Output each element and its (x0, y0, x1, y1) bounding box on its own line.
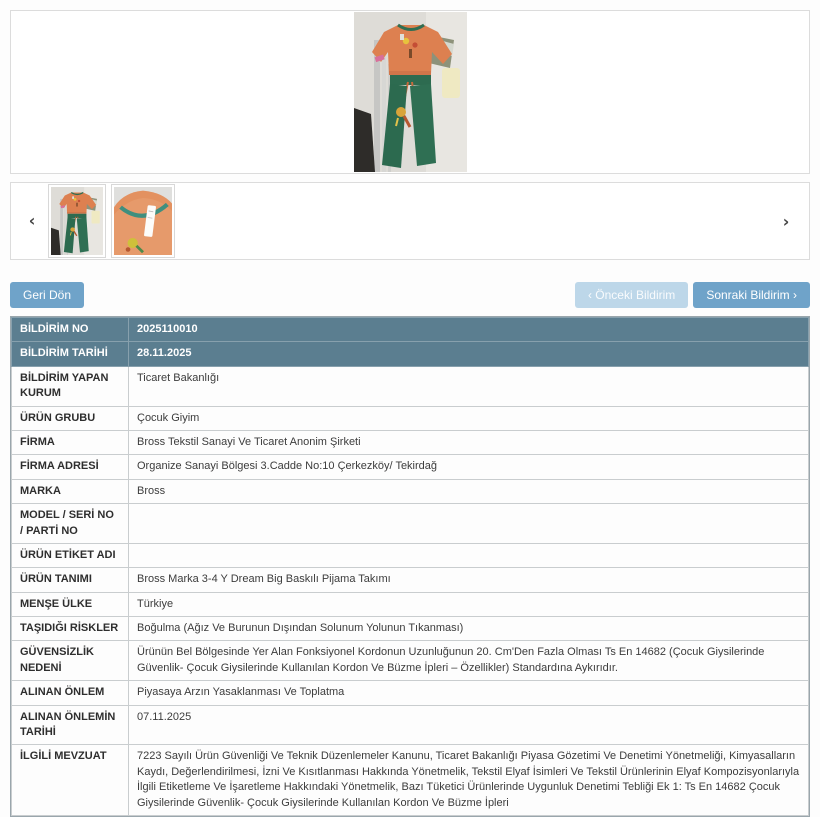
field-label: ÜRÜN GRUBU (12, 406, 129, 430)
field-value (129, 504, 809, 544)
main-product-image (354, 12, 467, 172)
table-row (12, 366, 809, 406)
field-value: 28.11.2025 (129, 342, 809, 366)
field-label: MODEL / SERİ NO / PARTİ NO (12, 504, 129, 544)
field-value: Boğulma (Ağız Ve Burunun Dışından Solunum Yolunun Tıkanması) (129, 617, 809, 641)
field-value: 07.11.2025 (129, 705, 809, 745)
field-label: BİLDİRİM TARİHİ (12, 342, 129, 366)
table-row (12, 318, 809, 342)
table-row (12, 430, 809, 454)
table-row (12, 681, 809, 705)
thumbnail-full-outfit[interactable] (48, 184, 106, 258)
thumbnail-image (51, 187, 103, 255)
table-row (12, 342, 809, 366)
main-image-panel (10, 10, 810, 174)
field-value: 2025110010 (129, 318, 809, 342)
field-value: Ticaret Bakanlığı (129, 366, 809, 406)
table-row (12, 455, 809, 479)
field-label: MENŞE ÜLKE (12, 592, 129, 616)
field-value: Türkiye (129, 592, 809, 616)
table-row (12, 406, 809, 430)
field-label: MARKA (12, 479, 129, 503)
back-button[interactable]: Geri Dön (10, 282, 84, 308)
thumbnail-image (114, 187, 172, 255)
table-row (12, 504, 809, 544)
field-label: BİLDİRİM YAPAN KURUM (12, 366, 129, 406)
field-label: ALINAN ÖNLEM (12, 681, 129, 705)
field-label: FİRMA (12, 430, 129, 454)
toolbar (10, 282, 810, 308)
field-value: Çocuk Giyim (129, 406, 809, 430)
field-label: GÜVENSİZLİK NEDENİ (12, 641, 129, 681)
field-value: Bross Marka 3-4 Y Dream Big Baskılı Pijama Takımı (129, 568, 809, 592)
field-value: 7223 Sayılı Ürün Güvenliği Ve Teknik Düzenlemeler Kanunu, Ticaret Bakanlığı Piyasa Gözetimi Ve Denetimi Yönetmeliği, Kimyasalların Kaydı, Değerlendirilmesi, İzni Ve Kısıtlanması Hakkında Yönetmelik, Tekstil Elyaf İsimleri Ve Tekstil Ürünlerinin Elyaf Kompozisyonlarıyla İlgili Etiketleme Ve İşaretleme Hakkındaki Yönetmelik, Bazı Tüketici Ürünlerinde Uygunluk Denetimi Tebliği Ek 1: Ts En 14682 Çocuk Giysilerinde Güvenlik- Çocuk Giysilerinde Kullanılan Kordon Ve Büzme İpleri (129, 745, 809, 816)
field-label: FİRMA ADRESİ (12, 455, 129, 479)
table-row (12, 568, 809, 592)
field-label: ALINAN ÖNLEMİN TARİHİ (12, 705, 129, 745)
table-row (12, 745, 809, 816)
field-label: İLGİLİ MEVZUAT (12, 745, 129, 816)
thumbnail-fabric-closeup[interactable] (111, 184, 175, 258)
field-value (129, 543, 809, 567)
field-value: Piyasaya Arzın Yasaklanması Ve Toplatma (129, 681, 809, 705)
notification-table (10, 316, 810, 817)
field-label: ÜRÜN ETİKET ADI (12, 543, 129, 567)
table-row (12, 705, 809, 745)
field-label: TAŞIDIĞI RİSKLER (12, 617, 129, 641)
next-notification-button[interactable]: Sonraki Bildirim › (693, 282, 810, 308)
field-value: Ürünün Bel Bölgesinde Yer Alan Fonksiyonel Kordonun Uzunluğunun 20. Cm'Den Fazla Olması Ts En 14682 (Çocuk Giysilerinde Güvenlik- Çocuk Giysilerinde Kullanılan Kordon Ve Büzme İpleri – Özellikler) Standardına Aykırıdır. (129, 641, 809, 681)
thumbnail-carousel (10, 182, 810, 260)
field-value: Bross (129, 479, 809, 503)
field-label: BİLDİRİM NO (12, 318, 129, 342)
table-row (12, 641, 809, 681)
table-row (12, 617, 809, 641)
field-label: ÜRÜN TANIMI (12, 568, 129, 592)
carousel-prev-icon[interactable]: ‹ (21, 206, 43, 236)
carousel-next-icon[interactable]: › (775, 207, 797, 237)
table-row (12, 543, 809, 567)
field-value: Bross Tekstil Sanayi Ve Ticaret Anonim Şirketi (129, 430, 809, 454)
table-row (12, 592, 809, 616)
previous-notification-button[interactable]: ‹ Önceki Bildirim (575, 282, 688, 308)
field-value: Organize Sanayi Bölgesi 3.Cadde No:10 Çerkezköy/ Tekirdağ (129, 455, 809, 479)
table-row (12, 479, 809, 503)
